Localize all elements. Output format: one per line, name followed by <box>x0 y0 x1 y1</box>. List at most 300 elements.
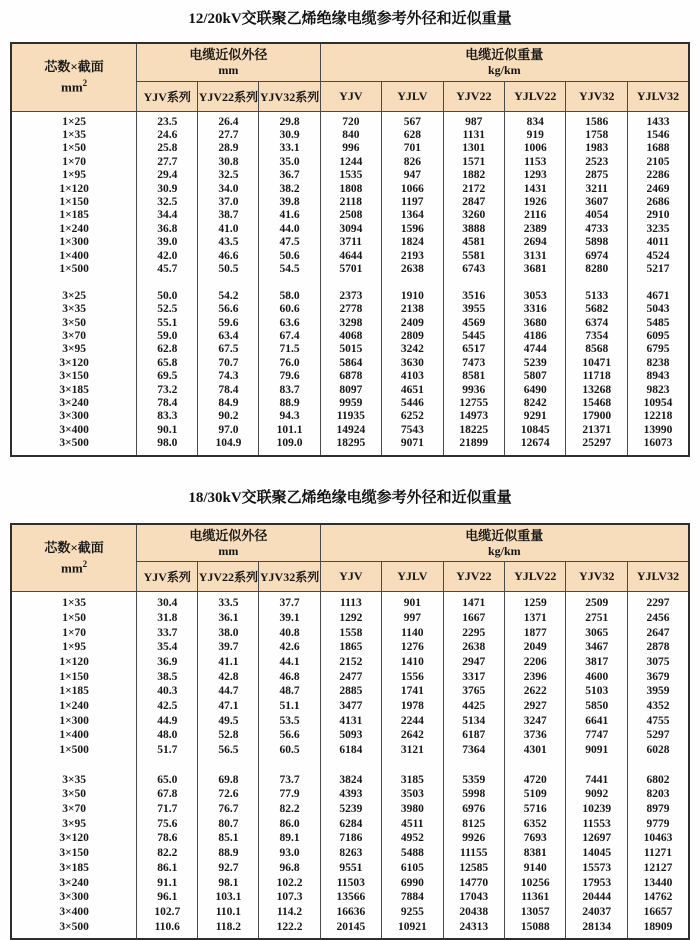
value-cell: 2295 <box>443 626 504 641</box>
value-cell: 1558 <box>320 626 381 641</box>
value-cell: 3247 <box>505 714 566 729</box>
table-row <box>11 142 689 155</box>
value-cell: 104.9 <box>198 437 259 455</box>
value-cell: 90.1 <box>137 424 198 437</box>
value-cell: 79.6 <box>259 370 320 383</box>
value-cell: 8943 <box>627 370 689 383</box>
value-cell: 50.0 <box>137 290 198 303</box>
value-cell: 4352 <box>627 699 689 714</box>
table-row <box>11 905 689 920</box>
value-cell: 2118 <box>320 196 381 209</box>
value-cell: 62.8 <box>137 343 198 356</box>
value-cell: 1824 <box>382 236 443 249</box>
value-cell: 14045 <box>566 846 627 861</box>
table-row <box>11 831 689 846</box>
spec-cell: 3×150 <box>11 370 137 383</box>
core-section-label: 芯数×截面 <box>44 539 104 555</box>
value-cell: 97.0 <box>198 424 259 437</box>
value-cell: 67.5 <box>198 343 259 356</box>
value-cell: 39.1 <box>259 611 320 626</box>
value-cell: 11718 <box>566 370 627 383</box>
value-cell: 8125 <box>443 817 504 832</box>
value-cell: 86.1 <box>137 861 198 876</box>
table-row <box>11 817 689 832</box>
value-cell: 17043 <box>443 890 504 905</box>
value-cell: 77.9 <box>259 787 320 802</box>
value-cell: 15088 <box>505 920 566 940</box>
value-cell: 628 <box>382 129 443 142</box>
value-cell: 987 <box>443 111 504 129</box>
value-cell: 4755 <box>627 714 689 729</box>
value-cell: 3765 <box>443 684 504 699</box>
value-cell: 5133 <box>566 290 627 303</box>
value-cell: 1741 <box>382 684 443 699</box>
value-cell: 1293 <box>505 169 566 182</box>
value-cell: 7354 <box>566 330 627 343</box>
header-col-yjv32: YJV32 <box>566 562 627 592</box>
value-cell: 78.4 <box>198 384 259 397</box>
value-cell: 3607 <box>566 196 627 209</box>
value-cell: 2622 <box>505 684 566 699</box>
value-cell: 2508 <box>320 209 381 222</box>
value-cell: 10845 <box>505 424 566 437</box>
value-cell: 5850 <box>566 699 627 714</box>
spacer-cell <box>259 758 320 773</box>
table-row <box>11 861 689 876</box>
value-cell: 4131 <box>320 714 381 729</box>
value-cell: 102.2 <box>259 876 320 891</box>
value-cell: 39.8 <box>259 196 320 209</box>
value-cell: 46.8 <box>259 670 320 685</box>
value-cell: 38.2 <box>259 183 320 196</box>
value-cell: 18295 <box>320 437 381 455</box>
spec-cell: 3×500 <box>11 437 137 455</box>
table-row <box>11 611 689 626</box>
value-cell: 52.8 <box>198 728 259 743</box>
value-cell: 8979 <box>627 802 689 817</box>
value-cell: 9140 <box>505 861 566 876</box>
spec-cell: 1×95 <box>11 169 137 182</box>
value-cell: 2105 <box>627 156 689 169</box>
table-row <box>11 424 689 437</box>
value-cell: 36.9 <box>137 655 198 670</box>
value-cell: 996 <box>320 142 381 155</box>
value-cell: 9092 <box>566 787 627 802</box>
value-cell: 55.1 <box>137 317 198 330</box>
value-cell: 42.5 <box>137 699 198 714</box>
value-cell: 10471 <box>566 357 627 370</box>
value-cell: 9551 <box>320 861 381 876</box>
value-cell: 5701 <box>320 263 381 276</box>
table-row <box>11 236 689 249</box>
value-cell: 6974 <box>566 250 627 263</box>
value-cell: 1877 <box>505 626 566 641</box>
value-cell: 98.1 <box>198 876 259 891</box>
spec-cell: 1×25 <box>11 111 137 129</box>
value-cell: 4952 <box>382 831 443 846</box>
header-col-yjv-series: YJV系列 <box>137 562 198 592</box>
value-cell: 8568 <box>566 343 627 356</box>
value-cell: 7543 <box>382 424 443 437</box>
value-cell: 3317 <box>443 670 504 685</box>
value-cell: 59.0 <box>137 330 198 343</box>
value-cell: 3094 <box>320 223 381 236</box>
table-row <box>11 196 689 209</box>
spec-cell: 3×50 <box>11 787 137 802</box>
value-cell: 3516 <box>443 290 504 303</box>
table-row <box>11 714 689 729</box>
value-cell: 3211 <box>566 183 627 196</box>
spec-cell: 3×70 <box>11 330 137 343</box>
value-cell: 51.1 <box>259 699 320 714</box>
value-cell: 83.3 <box>137 410 198 423</box>
table-title-18-30kv: 18/30kV交联聚乙烯绝缘电缆参考外径和近似重量 <box>188 489 512 506</box>
value-cell: 67.8 <box>137 787 198 802</box>
value-cell: 54.5 <box>259 263 320 276</box>
value-cell: 7884 <box>382 890 443 905</box>
cable-table-12-20kv <box>10 42 690 457</box>
table-row <box>11 773 689 788</box>
value-cell: 46.6 <box>198 250 259 263</box>
spec-cell: 3×240 <box>11 876 137 891</box>
value-cell: 2778 <box>320 303 381 316</box>
value-cell: 78.6 <box>137 831 198 846</box>
spec-cell: 1×150 <box>11 670 137 685</box>
value-cell: 2373 <box>320 290 381 303</box>
spacer-cell <box>198 276 259 289</box>
value-cell: 701 <box>382 142 443 155</box>
table-row <box>11 111 689 129</box>
value-cell: 30.8 <box>198 156 259 169</box>
value-cell: 69.8 <box>198 773 259 788</box>
value-cell: 3477 <box>320 699 381 714</box>
spec-cell: 1×70 <box>11 626 137 641</box>
value-cell: 38.0 <box>198 626 259 641</box>
value-cell: 1140 <box>382 626 443 641</box>
value-cell: 8280 <box>566 263 627 276</box>
value-cell: 1983 <box>566 142 627 155</box>
value-cell: 3888 <box>443 223 504 236</box>
value-cell: 2409 <box>382 317 443 330</box>
value-cell: 35.0 <box>259 156 320 169</box>
value-cell: 4651 <box>382 384 443 397</box>
value-cell: 32.5 <box>198 169 259 182</box>
value-cell: 6028 <box>627 743 689 758</box>
value-cell: 3679 <box>627 670 689 685</box>
table-row <box>11 640 689 655</box>
value-cell: 1596 <box>382 223 443 236</box>
value-cell: 41.1 <box>198 655 259 670</box>
value-cell: 58.0 <box>259 290 320 303</box>
value-cell: 5109 <box>505 787 566 802</box>
value-cell: 63.6 <box>259 317 320 330</box>
header-core-section <box>11 524 137 592</box>
value-cell: 38.7 <box>198 209 259 222</box>
diameter-group-unit: mm <box>218 543 239 558</box>
value-cell: 2138 <box>382 303 443 316</box>
table-row <box>11 728 689 743</box>
value-cell: 9255 <box>382 905 443 920</box>
value-cell: 4744 <box>505 343 566 356</box>
value-cell: 42.0 <box>137 250 198 263</box>
value-cell: 80.7 <box>198 817 259 832</box>
value-cell: 1371 <box>505 611 566 626</box>
table-row <box>11 437 689 455</box>
value-cell: 10463 <box>627 831 689 846</box>
value-cell: 7747 <box>566 728 627 743</box>
value-cell: 4720 <box>505 773 566 788</box>
value-cell: 98.0 <box>137 437 198 455</box>
header-weight-group <box>320 524 689 562</box>
value-cell: 40.3 <box>137 684 198 699</box>
spec-cell: 3×400 <box>11 424 137 437</box>
value-cell: 14973 <box>443 410 504 423</box>
table-row <box>11 129 689 142</box>
value-cell: 21371 <box>566 424 627 437</box>
value-cell: 49.5 <box>198 714 259 729</box>
table-row <box>11 876 689 891</box>
spacer-cell <box>627 276 689 289</box>
value-cell: 28134 <box>566 920 627 940</box>
value-cell: 2875 <box>566 169 627 182</box>
value-cell: 92.7 <box>198 861 259 876</box>
spec-cell: 3×120 <box>11 831 137 846</box>
value-cell: 4393 <box>320 787 381 802</box>
value-cell: 2477 <box>320 670 381 685</box>
table-row <box>11 890 689 905</box>
value-cell: 1301 <box>443 142 504 155</box>
spec-cell: 1×120 <box>11 183 137 196</box>
value-cell: 89.1 <box>259 831 320 846</box>
value-cell: 109.0 <box>259 437 320 455</box>
value-cell: 36.8 <box>137 223 198 236</box>
value-cell: 50.6 <box>259 250 320 263</box>
value-cell: 1978 <box>382 699 443 714</box>
header-col-yjlv22: YJLV22 <box>505 562 566 592</box>
value-cell: 39.7 <box>198 640 259 655</box>
spec-cell: 1×35 <box>11 129 137 142</box>
value-cell: 2206 <box>505 655 566 670</box>
value-cell: 720 <box>320 111 381 129</box>
value-cell: 2647 <box>627 626 689 641</box>
value-cell: 5297 <box>627 728 689 743</box>
value-cell: 2172 <box>443 183 504 196</box>
value-cell: 33.5 <box>198 592 259 611</box>
value-cell: 16657 <box>627 905 689 920</box>
value-cell: 88.9 <box>198 846 259 861</box>
value-cell: 2686 <box>627 196 689 209</box>
value-cell: 96.1 <box>137 890 198 905</box>
value-cell: 14762 <box>627 890 689 905</box>
value-cell: 6795 <box>627 343 689 356</box>
value-cell: 11553 <box>566 817 627 832</box>
value-cell: 63.4 <box>198 330 259 343</box>
value-cell: 10239 <box>566 802 627 817</box>
value-cell: 45.7 <box>137 263 198 276</box>
value-cell: 6743 <box>443 263 504 276</box>
value-cell: 5217 <box>627 263 689 276</box>
value-cell: 3242 <box>382 343 443 356</box>
weight-group-label: 电缆近似重量 <box>465 47 544 63</box>
value-cell: 70.7 <box>198 357 259 370</box>
value-cell: 7473 <box>443 357 504 370</box>
value-cell: 2286 <box>627 169 689 182</box>
value-cell: 11155 <box>443 846 504 861</box>
spec-cell: 3×70 <box>11 802 137 817</box>
spec-cell: 1×70 <box>11 156 137 169</box>
core-section-unit: $mm^2$ <box>61 558 88 576</box>
value-cell: 1006 <box>505 142 566 155</box>
value-cell: 56.5 <box>198 743 259 758</box>
value-cell: 13268 <box>566 384 627 397</box>
value-cell: 24.6 <box>137 129 198 142</box>
value-cell: 2947 <box>443 655 504 670</box>
spec-cell: 3×500 <box>11 920 137 940</box>
value-cell: 11503 <box>320 876 381 891</box>
value-cell: 6095 <box>627 330 689 343</box>
value-cell: 9071 <box>382 437 443 455</box>
value-cell: 5103 <box>566 684 627 699</box>
value-cell: 71.5 <box>259 343 320 356</box>
header-diameter-group <box>137 43 320 81</box>
header-col-yjv32-series: YJV32系列 <box>259 562 320 592</box>
value-cell: 12218 <box>627 410 689 423</box>
value-cell: 2297 <box>627 592 689 611</box>
value-cell: 103.1 <box>198 890 259 905</box>
value-cell: 76.0 <box>259 357 320 370</box>
value-cell: 4600 <box>566 670 627 685</box>
table-row <box>11 169 689 182</box>
header-weight-group <box>320 43 689 81</box>
value-cell: 3503 <box>382 787 443 802</box>
value-cell: 4511 <box>382 817 443 832</box>
value-cell: 1259 <box>505 592 566 611</box>
value-cell: 15468 <box>566 397 627 410</box>
value-cell: 48.0 <box>137 728 198 743</box>
value-cell: 82.2 <box>259 802 320 817</box>
value-cell: 110.6 <box>137 920 198 940</box>
value-cell: 28.9 <box>198 142 259 155</box>
value-cell: 8381 <box>505 846 566 861</box>
table-row <box>11 317 689 330</box>
value-cell: 27.7 <box>137 156 198 169</box>
spec-cell: 1×185 <box>11 209 137 222</box>
value-cell: 1926 <box>505 196 566 209</box>
header-col-yjv22-series: YJV22系列 <box>198 81 259 111</box>
header-col-yjv: YJV <box>320 562 381 592</box>
value-cell: 2049 <box>505 640 566 655</box>
value-cell: 20145 <box>320 920 381 940</box>
value-cell: 52.5 <box>137 303 198 316</box>
table-row <box>11 397 689 410</box>
cable-table-18-30kv <box>10 523 690 940</box>
value-cell: 3680 <box>505 317 566 330</box>
value-cell: 36.7 <box>259 169 320 182</box>
value-cell: 53.5 <box>259 714 320 729</box>
spacer-cell <box>382 758 443 773</box>
header-col-yjv: YJV <box>320 81 381 111</box>
value-cell: 26.4 <box>198 111 259 129</box>
value-cell: 5682 <box>566 303 627 316</box>
value-cell: 1865 <box>320 640 381 655</box>
value-cell: 10954 <box>627 397 689 410</box>
value-cell: 5359 <box>443 773 504 788</box>
value-cell: 35.4 <box>137 640 198 655</box>
weight-group-unit: kg/km <box>487 63 521 78</box>
spec-cell: 3×300 <box>11 890 137 905</box>
value-cell: 42.8 <box>198 670 259 685</box>
weight-group-label: 电缆近似重量 <box>465 527 544 543</box>
value-cell: 12585 <box>443 861 504 876</box>
value-cell: 71.7 <box>137 802 198 817</box>
spacer-cell <box>566 758 627 773</box>
value-cell: 2193 <box>382 250 443 263</box>
value-cell: 5239 <box>505 357 566 370</box>
value-cell: 20444 <box>566 890 627 905</box>
value-cell: 27.7 <box>198 129 259 142</box>
value-cell: 8263 <box>320 846 381 861</box>
spec-cell: 1×240 <box>11 699 137 714</box>
spec-cell: 1×95 <box>11 640 137 655</box>
value-cell: 78.4 <box>137 397 198 410</box>
value-cell: 73.2 <box>137 384 198 397</box>
table-row <box>11 330 689 343</box>
value-cell: 4425 <box>443 699 504 714</box>
value-cell: 4644 <box>320 250 381 263</box>
value-cell: 25297 <box>566 437 627 455</box>
value-cell: 3298 <box>320 317 381 330</box>
table-row <box>11 920 689 940</box>
value-cell: 29.8 <box>259 111 320 129</box>
value-cell: 51.7 <box>137 743 198 758</box>
table-row <box>11 209 689 222</box>
value-cell: 6976 <box>443 802 504 817</box>
value-cell: 3980 <box>382 802 443 817</box>
value-cell: 901 <box>382 592 443 611</box>
value-cell: 82.2 <box>137 846 198 861</box>
value-cell: 122.2 <box>259 920 320 940</box>
value-cell: 13440 <box>627 876 689 891</box>
value-cell: 9936 <box>443 384 504 397</box>
core-section-unit: $mm^2$ <box>61 78 88 95</box>
spec-cell: 1×120 <box>11 655 137 670</box>
value-cell: 6352 <box>505 817 566 832</box>
value-cell: 84.9 <box>198 397 259 410</box>
value-cell: 1364 <box>382 209 443 222</box>
spec-cell: 3×185 <box>11 861 137 876</box>
value-cell: 2694 <box>505 236 566 249</box>
value-cell: 48.7 <box>259 684 320 699</box>
value-cell: 8238 <box>627 357 689 370</box>
value-cell: 3467 <box>566 640 627 655</box>
spacer-cell <box>505 758 566 773</box>
value-cell: 2469 <box>627 183 689 196</box>
value-cell: 86.0 <box>259 817 320 832</box>
value-cell: 6184 <box>320 743 381 758</box>
value-cell: 25.8 <box>137 142 198 155</box>
value-cell: 6878 <box>320 370 381 383</box>
group-spacer-row <box>11 758 689 773</box>
spec-cell: 1×400 <box>11 250 137 263</box>
value-cell: 2809 <box>382 330 443 343</box>
value-cell: 9926 <box>443 831 504 846</box>
value-cell: 1556 <box>382 670 443 685</box>
value-cell: 56.6 <box>198 303 259 316</box>
spec-cell: 1×300 <box>11 236 137 249</box>
value-cell: 65.8 <box>137 357 198 370</box>
value-cell: 32.5 <box>137 196 198 209</box>
value-cell: 43.5 <box>198 236 259 249</box>
